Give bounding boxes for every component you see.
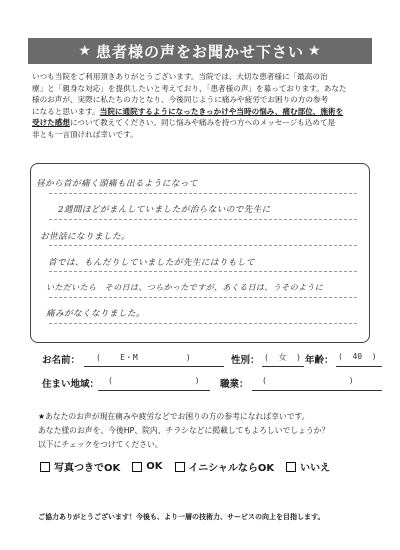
checkbox[interactable] <box>132 462 142 472</box>
handwritten-line: 痛みがなくなりました。 <box>46 309 145 319</box>
area-field[interactable] <box>98 390 210 391</box>
age-label: 年齢： <box>305 355 334 366</box>
checkbox[interactable] <box>40 462 50 472</box>
handwritten-line: 昼から首が痛く頭痛も出るようになって <box>36 179 198 189</box>
intro-text: になると思います。 <box>32 106 100 116</box>
permission-paragraph <box>38 410 378 452</box>
age-underline <box>336 366 382 367</box>
intro-line <box>32 106 372 118</box>
consent-options <box>40 459 380 474</box>
intro-line <box>32 117 372 129</box>
handwritten-line: いただいたら その日は、つらかったですが、あくる日は、うそのように <box>46 283 324 292</box>
intro-line: いつも当院をご利用頂きありがとうございます。当院では、大切な患者様に「最高の治 <box>32 72 328 81</box>
intro-paragraph <box>32 71 372 141</box>
consent-no[interactable] <box>286 459 330 474</box>
footer-thanks: ご協力ありがとうございます！今後も、より一層の技術力、サービスの向上を目指します。 <box>38 513 325 521</box>
intro-emphasis: 当院に通院するようになったきっかけや当時の悩み、痛む部位、施術を <box>99 106 344 116</box>
ruled-line <box>49 193 357 194</box>
gender-value: 女 <box>278 353 287 362</box>
permission-line: あなた様のお声を、今後HP、院内、チラシなどに掲載してもよろしいでしょうか？ <box>38 426 330 435</box>
ruled-line <box>49 245 357 246</box>
job-label: 職業： <box>220 379 249 390</box>
age-value: 40 <box>352 352 363 361</box>
handwritten-line: 2週間ほどがまんしていましたが治らないので先生に <box>58 205 271 215</box>
checkbox[interactable] <box>286 462 296 472</box>
permission-line: 以下にチェックをつけてください。 <box>38 440 163 449</box>
ruled-line <box>49 323 357 324</box>
handwritten-line: お世話になりました。 <box>40 232 130 242</box>
name-label: お名前： <box>42 355 81 366</box>
intro-text: について教えてください。同じ悩みや痛みを持つ方へのメッセージも込めて是 <box>69 118 336 128</box>
ruled-line <box>49 219 357 220</box>
name-field[interactable]: ( E・M ) <box>96 353 191 362</box>
ruled-line <box>49 297 357 298</box>
intro-line: 非とも一言頂ければ幸いです。 <box>32 129 138 139</box>
consent-photo-ok[interactable] <box>40 459 120 474</box>
job-field[interactable] <box>252 390 382 391</box>
area-label: 住まい地域： <box>42 379 100 390</box>
gender-label: 性別： <box>231 355 260 366</box>
consent-initials-ok[interactable] <box>175 459 275 474</box>
checkbox[interactable] <box>175 462 185 472</box>
star-icon: ★ <box>78 43 92 59</box>
permission-line: ★あなたのお声が現在痛みや疲労などでお困りの方の参考になれば幸いです。 <box>38 412 310 421</box>
banner-title: 患者様の声をお聞かせ下さい <box>95 42 304 61</box>
page-banner <box>28 38 372 64</box>
name-underline <box>84 366 224 367</box>
age-field[interactable]: ( 40 ) <box>338 352 377 361</box>
gender-underline <box>262 366 304 367</box>
intro-emphasis: 受けた感想 <box>32 118 70 128</box>
name-value: E・M <box>120 353 138 362</box>
star-icon: ★ <box>308 43 322 59</box>
handwritten-line: 首では、もんだりしていましたが先生にはりもして <box>48 258 255 268</box>
checkbox-label: OK <box>146 461 163 472</box>
consent-ok[interactable] <box>132 461 162 472</box>
checkbox-label: 写真つきでOK <box>54 463 121 474</box>
intro-line: 様のお声が、実際に私たちの力となり、今後同じように痛みや疲労でお困りの方の参考 <box>32 95 329 105</box>
intro-line: 療」と「親身な対応」を提供したいと考えており、「患者様の声」を募っております。あなた <box>32 83 347 93</box>
ruled-line <box>49 271 357 272</box>
area-paren: ( ) <box>108 376 200 385</box>
checkbox-label: イニシャルならOK <box>188 463 275 474</box>
checkbox-label: いいえ <box>300 463 331 474</box>
gender-field[interactable]: ( 女 ) <box>264 353 301 362</box>
job-paren: ( ) <box>262 376 354 385</box>
